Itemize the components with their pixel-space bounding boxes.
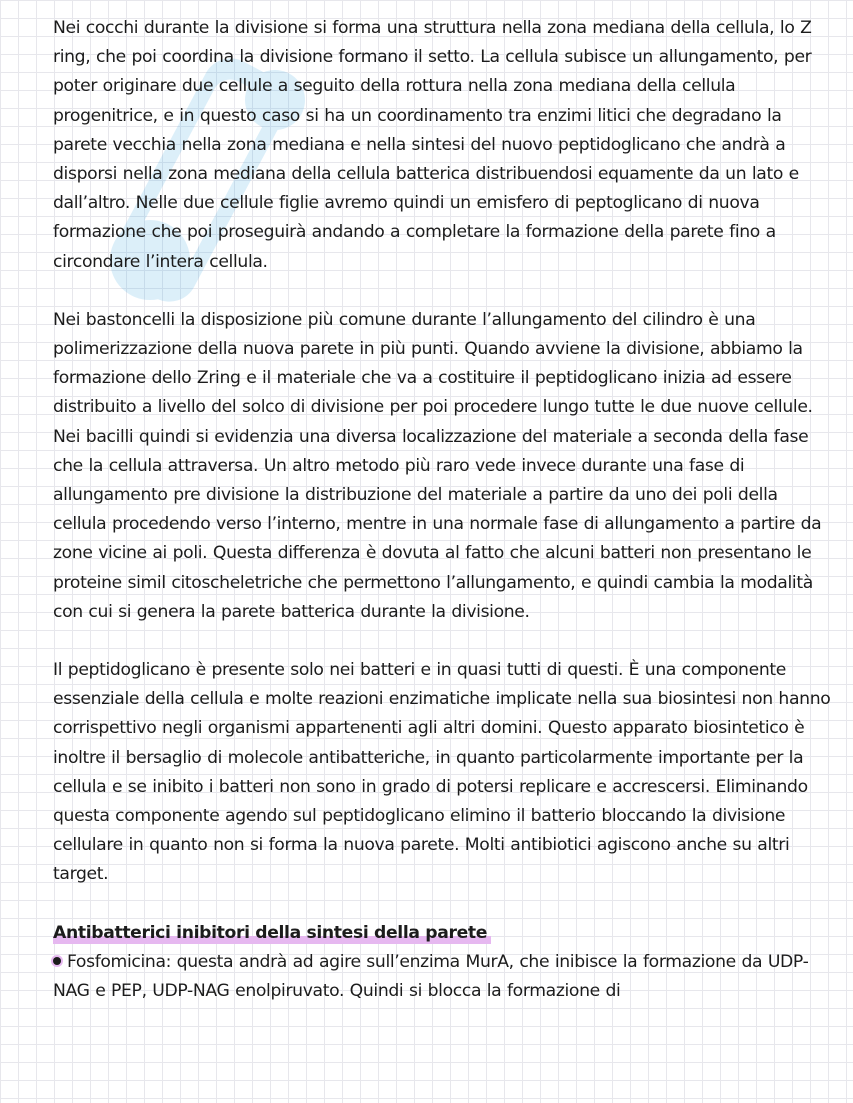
paragraph-peptidoglicano: Il peptidoglicano è presente solo nei batteri e in quasi tutti di questi. È una componente essenziale della cellula e molte reazioni enzimatiche implicate nella sua biosintesi non hanno corrispettivo negli organismi appartenenti agli altri domini. Questo apparato biosintetico è inoltre il bersaglio di molecole antibatteriche, in quanto particolarmente importante per la cellula e se inibito i batteri non sono in grado di potersi replicare e accrescersi. Eliminando questa componente agendo sul peptidoglicano elimino il batterio bloccando la divisione cellulare in quanto non si forma la nuova parete. Molti antibiotici agiscono anche su altri target.: [53, 660, 831, 885]
paragraph-bastoncelli-division: Nei bastoncelli la disposizione più comune durante l’allungamento del cilindro è una polimerizzazione della nuova parete in più punti. Quando avviene la divisione, abbiamo la formazione dello Zring e il materiale che va a costituire il peptidoglicano inizia ad essere distribuito a livello del solco di divisione per poi procedere lungo tutte le due nuove cellule. Nei bacilli quindi si evidenzia una diversa localizzazione del materiale a seconda della fase che la cellula attraversa. Un altro metodo più raro vede invece durante una fase di allungamento pre divisione la distribuzione del materiale a partire da uno dei poli della cellula procedendo verso l’interno, mentre in una normale fase di allungamento a partire da zone vicine ai poli. Questa differenza è dovuta al fatto che alcuni batteri non presentano le proteine simil citoscheletriche che permettono l’allungamento, e quindi cambia la modalità con cui si genera la parete batterica durante la divisione.: [53, 309, 822, 622]
list-item-text: Fosfomicina: questa andrà ad agire sull’enzima MurA, che inibisce la formazione da UDP-NAG e PEP, UDP-NAG enolpiruvato. Quindi si blocca la formazione di: [53, 951, 809, 1002]
document-page: [53, 14, 833, 1006]
list-item: [53, 948, 833, 1006]
paragraph-cocchi-division: Nei cocchi durante la divisione si forma una struttura nella zona mediana della cellula, lo Z ring, che poi coordina la divisione formano il setto. La cellula subisce un allungamento, per poter originare due cellule a seguito della rottura nella zona mediana della cellula progenitrice, e in questo caso si ha un coordinamento tra enzimi litici che degradano la parete vecchia nella zona mediana e nella sintesi del nuovo peptidoglicano che andrà a disporsi nella zona mediana della cellula batterica distribuendosi equamente da un lato e dall’altro. Nelle due cellule figlie avremo quindi un emisfero di peptoglicano di nuova formazione che poi proseguirà andando a completare la formazione della parete fino a circondare l’intera cellula.: [53, 18, 812, 272]
section-heading: Antibatterici inibitori della sintesi della parete: [53, 919, 491, 948]
bullet-icon: [53, 957, 61, 965]
